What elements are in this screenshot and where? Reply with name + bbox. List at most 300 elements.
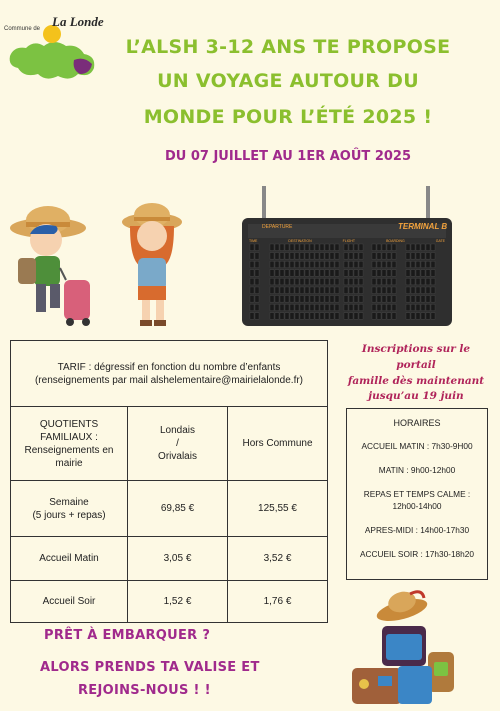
- flap-tile: [250, 253, 254, 260]
- flap-tile: [349, 296, 353, 303]
- flap-tile: [411, 296, 415, 303]
- flap-tile: [382, 244, 386, 251]
- flap-tile: [325, 261, 329, 268]
- flap-tile: [280, 296, 284, 303]
- flap-tile: [295, 253, 299, 260]
- flap-tile: [387, 296, 391, 303]
- flap-tile: [305, 313, 309, 320]
- flap-tile: [359, 278, 363, 285]
- flap-tile: [335, 253, 339, 260]
- flap-tile: [300, 270, 304, 277]
- flap-tile: [275, 261, 279, 268]
- flap-tile: [315, 244, 319, 251]
- board-col-destination: DESTINATION: [288, 239, 312, 243]
- departure-board-icon: [240, 186, 454, 330]
- flap-tile: [359, 296, 363, 303]
- flap-tile: [431, 244, 435, 251]
- flap-tile: [305, 287, 309, 294]
- flap-tile: [349, 244, 353, 251]
- flap-tile: [280, 313, 284, 320]
- flap-tile: [255, 287, 259, 294]
- flap-tile: [270, 296, 274, 303]
- flap-tile: [406, 296, 410, 303]
- flap-tile: [359, 287, 363, 294]
- flap-tile: [421, 244, 425, 251]
- flap-tile: [275, 253, 279, 260]
- flap-tile: [325, 313, 329, 320]
- flap-tile: [300, 278, 304, 285]
- flap-tile: [406, 261, 410, 268]
- flap-tile: [280, 261, 284, 268]
- flap-tile: [310, 244, 314, 251]
- flap-tile: [270, 253, 274, 260]
- flap-tile: [270, 278, 274, 285]
- price-hors-commune: 3,52 €: [228, 537, 328, 581]
- flap-tile: [406, 313, 410, 320]
- flap-tile: [275, 313, 279, 320]
- flap-tile: [315, 313, 319, 320]
- flap-tile: [270, 304, 274, 311]
- flap-tile: [411, 287, 415, 294]
- inscriptions-note: [346, 342, 486, 405]
- flap-tile: [250, 261, 254, 268]
- flap-tile: [295, 313, 299, 320]
- flap-tile: [387, 313, 391, 320]
- flap-tile: [305, 270, 309, 277]
- flap-tile: [310, 270, 314, 277]
- tarif-intro-line-1: TARIF : dégressif en fonction du nombre d’enfants: [57, 361, 281, 373]
- flap-tile: [255, 244, 259, 251]
- flap-tile: [392, 313, 396, 320]
- flap-tile: [392, 278, 396, 285]
- board-columns: [249, 239, 445, 243]
- flap-tile: [330, 287, 334, 294]
- flap-tile: [250, 287, 254, 294]
- flap-tile: [416, 253, 420, 260]
- flap-tile: [300, 244, 304, 251]
- flap-tile: [349, 304, 353, 311]
- flap-tile: [335, 278, 339, 285]
- flap-tile: [280, 270, 284, 277]
- tarif-table: [10, 340, 328, 623]
- flap-tile: [330, 304, 334, 311]
- flap-tile: [275, 287, 279, 294]
- horaire-item: ACCUEIL MATIN : 7h30-9H00: [361, 441, 473, 451]
- flap-tile: [431, 304, 435, 311]
- flap-tile: [354, 313, 358, 320]
- row-label: Accueil Soir: [11, 581, 128, 623]
- flap-tile: [416, 287, 420, 294]
- flap-tile: [354, 253, 358, 260]
- flap-tile: [377, 253, 381, 260]
- price-hors-commune: 125,55 €: [228, 481, 328, 537]
- title-line-2: UN VOYAGE AUTOUR DU: [157, 70, 419, 92]
- footer-line-1: PRÊT À EMBARQUER ?: [44, 628, 211, 643]
- flap-tile: [421, 278, 425, 285]
- flap-tile: [349, 287, 353, 294]
- flap-tile: [377, 270, 381, 277]
- table-row: [11, 481, 328, 537]
- flap-tile: [359, 253, 363, 260]
- flap-tile: [255, 304, 259, 311]
- flap-tile: [382, 313, 386, 320]
- tarif-intro-line-2: (renseignements par mail alshelementaire@mairielalonde.fr): [34, 374, 304, 386]
- flap-tile: [290, 278, 294, 285]
- flap-tile: [310, 296, 314, 303]
- flap-tile: [387, 253, 391, 260]
- flap-tile: [285, 261, 289, 268]
- flap-tile: [320, 244, 324, 251]
- flap-tile: [372, 261, 376, 268]
- flap-tile: [387, 270, 391, 277]
- flap-tile: [387, 278, 391, 285]
- flap-tile: [285, 244, 289, 251]
- inscriptions-line-3: jusqu’au 19 juin: [368, 390, 464, 403]
- flap-tile: [305, 253, 309, 260]
- tarif-intro-cell: [11, 341, 328, 407]
- flap-tile: [285, 287, 289, 294]
- flap-tile: [372, 244, 376, 251]
- flap-tile: [382, 261, 386, 268]
- flap-tile: [330, 261, 334, 268]
- flap-tile: [372, 304, 376, 311]
- flap-tile: [421, 304, 425, 311]
- flap-tile: [354, 270, 358, 277]
- flap-tile: [416, 261, 420, 268]
- flap-tile: [300, 313, 304, 320]
- horaire-item: ACCUEIL SOIR : 17h30-18h20: [359, 548, 475, 559]
- flap-tile: [270, 270, 274, 277]
- flap-tile: [280, 304, 284, 311]
- flap-tile: [295, 244, 299, 251]
- flap-tile: [344, 278, 348, 285]
- flap-tile: [426, 304, 430, 311]
- flap-tile: [335, 296, 339, 303]
- flap-tile: [354, 261, 358, 268]
- flap-tile: [320, 278, 324, 285]
- flap-tile: [359, 304, 363, 311]
- flap-tile: [335, 287, 339, 294]
- flap-tile: [344, 253, 348, 260]
- flap-tile: [382, 278, 386, 285]
- flap-tile: [349, 278, 353, 285]
- flap-tile: [359, 244, 363, 251]
- luggage-stack-icon: [352, 588, 462, 708]
- flap-tile: [280, 253, 284, 260]
- flap-tile: [290, 253, 294, 260]
- flap-tile: [416, 296, 420, 303]
- flap-tile: [349, 270, 353, 277]
- flap-tile: [315, 261, 319, 268]
- flap-tile: [416, 304, 420, 311]
- flap-tile: [295, 261, 299, 268]
- flap-tile: [255, 261, 259, 268]
- flap-tile: [426, 253, 430, 260]
- flap-tile: [344, 304, 348, 311]
- flap-tile: [255, 278, 259, 285]
- flap-tile: [354, 296, 358, 303]
- flap-tile: [382, 270, 386, 277]
- flap-tile: [426, 261, 430, 268]
- flap-tile: [320, 261, 324, 268]
- flap-tile: [285, 278, 289, 285]
- flap-tile: [421, 313, 425, 320]
- flap-tile: [354, 244, 358, 251]
- header-hors-commune: Hors Commune: [228, 407, 328, 481]
- logo-name: La Londe: [52, 14, 104, 29]
- flap-tile: [335, 261, 339, 268]
- flap-tile: [290, 296, 294, 303]
- flap-tile: [377, 244, 381, 251]
- flap-tile: [431, 278, 435, 285]
- header-londais-line-2: /: [176, 438, 179, 449]
- flap-tile: [275, 244, 279, 251]
- flap-tile: [359, 261, 363, 268]
- flap-tile: [411, 253, 415, 260]
- flap-tile: [310, 278, 314, 285]
- title-line-1: L’ALSH 3-12 ANS TE PROPOSE: [125, 36, 451, 58]
- flap-tile: [290, 304, 294, 311]
- flap-tile: [354, 278, 358, 285]
- flap-tile: [250, 304, 254, 311]
- dates-heading: DU 07 JUILLET AU 1ER AOÛT 2025: [164, 149, 411, 164]
- flap-tile: [411, 261, 415, 268]
- flap-tile: [406, 278, 410, 285]
- flap-tile: [431, 253, 435, 260]
- horaire-item: MATIN : 9h00-12h00: [378, 465, 456, 476]
- flap-tile: [431, 261, 435, 268]
- flap-tile: [310, 261, 314, 268]
- flap-tile: [411, 313, 415, 320]
- flap-tile: [285, 253, 289, 260]
- flap-tile: [325, 270, 329, 277]
- flap-tile: [387, 287, 391, 294]
- flap-tile: [416, 270, 420, 277]
- flap-tile: [372, 270, 376, 277]
- flap-tile: [320, 253, 324, 260]
- flap-tile: [411, 304, 415, 311]
- header-londais-line-1: Londais: [159, 425, 196, 436]
- flap-tile: [255, 253, 259, 260]
- flap-tile: [315, 287, 319, 294]
- flap-tile: [285, 304, 289, 311]
- flap-tile: [354, 287, 358, 294]
- travelling-kids-illustration-icon: [6, 200, 206, 330]
- horaires-title: HORAIRES: [393, 418, 441, 428]
- row-label-main: Semaine: [49, 496, 89, 508]
- flap-tile: [426, 244, 430, 251]
- flap-tile: [416, 244, 420, 251]
- row-label: [11, 481, 128, 537]
- header-quotients: QUOTIENTS FAMILIAUX : Renseignements en mairie: [11, 407, 128, 481]
- flap-tile: [372, 253, 376, 260]
- flap-tile: [411, 244, 415, 251]
- flap-tile: [335, 304, 339, 311]
- flap-tile: [250, 244, 254, 251]
- flap-tile: [305, 296, 309, 303]
- flap-tile: [250, 296, 254, 303]
- flap-tile: [372, 296, 376, 303]
- flap-tile: [335, 270, 339, 277]
- flap-tile: [310, 313, 314, 320]
- flap-tile: [320, 304, 324, 311]
- flap-tile: [295, 278, 299, 285]
- flap-tile: [406, 270, 410, 277]
- flap-tile: [315, 296, 319, 303]
- flap-tile: [275, 304, 279, 311]
- flap-tile: [426, 313, 430, 320]
- header-londais: [128, 407, 228, 481]
- flap-tile: [305, 261, 309, 268]
- flap-tile: [310, 304, 314, 311]
- flap-tile: [421, 296, 425, 303]
- table-row: [11, 581, 328, 623]
- flap-tile: [392, 253, 396, 260]
- flap-tile: [320, 313, 324, 320]
- board-col-gate: GATE: [435, 239, 445, 243]
- board-col-time: TIME: [249, 239, 258, 243]
- flap-tile: [382, 304, 386, 311]
- flap-tile: [305, 244, 309, 251]
- row-label: Accueil Matin: [11, 537, 128, 581]
- flap-tile: [392, 244, 396, 251]
- flap-tile: [275, 278, 279, 285]
- flap-tile: [280, 278, 284, 285]
- flap-tile: [377, 261, 381, 268]
- flap-tile: [255, 296, 259, 303]
- flap-tile: [392, 270, 396, 277]
- flap-tile: [344, 270, 348, 277]
- flap-tile: [305, 304, 309, 311]
- flap-tile: [359, 313, 363, 320]
- flap-tile: [426, 296, 430, 303]
- flap-tile: [421, 253, 425, 260]
- flap-tile: [325, 304, 329, 311]
- footer-line-2: ALORS PRENDS TA VALISE ET: [40, 660, 260, 675]
- flap-tile: [300, 261, 304, 268]
- flap-tile: [320, 296, 324, 303]
- table-row: [11, 537, 328, 581]
- flap-tile: [406, 244, 410, 251]
- flap-tile: [320, 270, 324, 277]
- flap-tile: [382, 287, 386, 294]
- flap-tile: [275, 270, 279, 277]
- horaire-item: REPAS ET TEMPS CALME : 12h00-14h00: [363, 489, 471, 511]
- flap-tile: [421, 261, 425, 268]
- flap-tile: [387, 304, 391, 311]
- flap-tile: [325, 287, 329, 294]
- flap-tile: [377, 296, 381, 303]
- flap-tile: [377, 313, 381, 320]
- flap-tile: [377, 304, 381, 311]
- flap-tile: [406, 304, 410, 311]
- tarif-intro-row: [11, 341, 328, 407]
- flap-tile: [310, 287, 314, 294]
- flap-tile: [300, 304, 304, 311]
- flap-tile: [325, 278, 329, 285]
- flap-tile: [300, 287, 304, 294]
- flap-tile: [285, 296, 289, 303]
- flap-tile: [372, 287, 376, 294]
- flap-tile: [295, 304, 299, 311]
- flap-tile: [344, 296, 348, 303]
- flap-tile: [431, 287, 435, 294]
- flap-tile: [392, 287, 396, 294]
- flap-tile: [387, 244, 391, 251]
- flap-tile: [255, 270, 259, 277]
- flap-tile: [330, 244, 334, 251]
- board-left-label: DEPARTURE: [262, 224, 293, 230]
- flap-tile: [359, 270, 363, 277]
- board-col-flight: FLIGHT: [342, 239, 356, 243]
- flap-tile: [344, 313, 348, 320]
- flap-tile: [325, 244, 329, 251]
- flap-tile: [421, 287, 425, 294]
- row-label-sub: (5 jours + repas): [32, 509, 106, 521]
- flap-tile: [421, 270, 425, 277]
- flap-tile: [270, 244, 274, 251]
- flap-tile: [330, 270, 334, 277]
- flap-tile: [290, 287, 294, 294]
- flap-tile: [431, 270, 435, 277]
- flap-tile: [250, 313, 254, 320]
- title-line-3: MONDE POUR L’ÉTÉ 2025 !: [143, 106, 433, 128]
- flap-tile: [295, 270, 299, 277]
- flap-tile: [315, 270, 319, 277]
- price-londais: 69,85 €: [128, 481, 228, 537]
- flap-tile: [285, 313, 289, 320]
- flap-tile: [372, 278, 376, 285]
- flap-tile: [315, 278, 319, 285]
- flap-tile: [406, 287, 410, 294]
- inscriptions-line-1: Inscriptions sur le portail: [361, 343, 471, 371]
- flap-tile: [315, 304, 319, 311]
- flap-tile: [349, 313, 353, 320]
- flap-tile: [330, 296, 334, 303]
- flap-tile: [280, 244, 284, 251]
- flap-tile: [320, 287, 324, 294]
- flap-tile: [344, 244, 348, 251]
- flap-tile: [431, 313, 435, 320]
- flap-tile: [335, 313, 339, 320]
- flap-tile: [330, 253, 334, 260]
- flap-tile: [305, 278, 309, 285]
- flap-tile: [330, 278, 334, 285]
- flap-tile: [416, 278, 420, 285]
- flap-tile: [290, 313, 294, 320]
- flap-tile: [250, 278, 254, 285]
- flap-tile: [349, 261, 353, 268]
- horaire-item: APRES-MIDI : 14h00-17h30: [364, 524, 470, 535]
- flap-tile: [392, 304, 396, 311]
- flap-tile: [330, 313, 334, 320]
- flap-tile: [270, 261, 274, 268]
- horaires-box: [346, 408, 488, 580]
- flap-tile: [382, 296, 386, 303]
- flap-tile: [377, 278, 381, 285]
- flap-tile: [344, 287, 348, 294]
- price-hors-commune: 1,76 €: [228, 581, 328, 623]
- flap-tile: [255, 313, 259, 320]
- flap-tile: [295, 296, 299, 303]
- flap-tile: [377, 287, 381, 294]
- board-terminal-label: TERMINAL B: [398, 222, 448, 231]
- flap-tile: [335, 244, 339, 251]
- flap-tile: [426, 270, 430, 277]
- flap-tile: [290, 244, 294, 251]
- flap-tile: [290, 261, 294, 268]
- tarif-header-row: [11, 407, 328, 481]
